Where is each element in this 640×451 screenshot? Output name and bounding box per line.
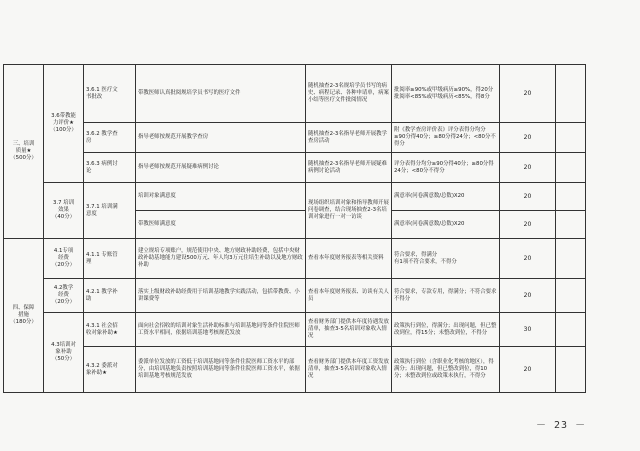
category-training-quality: 三、培训 质量★ （500分） xyxy=(4,65,44,239)
scoring-standard: 附《教学查房评价表》评分表得分均分≥90分得40分；≥80分得24分；<80分不得分 xyxy=(392,123,500,153)
table-row xyxy=(4,65,586,123)
item-content: 指导老师按规范开展教学查房 xyxy=(136,123,306,153)
item-label: 4.3.2 委派对 象补助★ xyxy=(84,347,136,393)
item-content: 委派单位发放的工资低于培训基地同等条件住院医师工资水平的部分，由培训基地负责按照培训基地同等条件住院医师工资水平，依据培训基地考核规范发放 xyxy=(136,347,306,393)
item-content: 培训对象满意度 xyxy=(136,183,306,211)
evaluation-method: 随机抽查2-3名指导老师开展疑难病例讨论活动 xyxy=(306,153,392,183)
item-label: 3.7.1 培训满 意度 xyxy=(84,183,136,239)
score-value: 20 xyxy=(500,65,556,123)
table-row xyxy=(4,279,586,313)
score-value: 20 xyxy=(500,183,556,211)
blank-cell xyxy=(556,153,586,183)
blank-cell xyxy=(556,183,586,211)
score-value: 20 xyxy=(500,239,556,279)
item-content: 带教医师认真批阅规培学员书写的医疗文件 xyxy=(136,65,306,123)
item-content: 落实上级财政补助经费用于培训基地教学实践活动，包括带教费、小讲课费等 xyxy=(136,279,306,313)
item-label: 4.2.1 教学补 助 xyxy=(84,279,136,313)
evaluation-method: 随机抽查2-3名规培学员书写的病史、病程记录、各种申请单，病案小结等医疗文件批阅情况 xyxy=(306,65,392,123)
scoring-standard: 评分表得分均分≥90分得40分；≥80分得24分；<80分不得分 xyxy=(392,153,500,183)
subcategory-training-effect: 3.7 培训 效果 （40分） xyxy=(44,183,84,239)
table-row xyxy=(4,347,586,393)
blank-cell xyxy=(556,65,586,123)
blank-cell xyxy=(556,239,586,279)
page-number: － 23 － xyxy=(536,420,587,431)
item-label: 4.1.1 专账管 理 xyxy=(84,239,136,279)
table-row xyxy=(4,239,586,279)
item-label: 3.6.3 病例讨 论 xyxy=(84,153,136,183)
blank-cell xyxy=(556,313,586,347)
evaluation-method: 查看本年度财务报表等相关资料 xyxy=(306,239,392,279)
scoring-standard: 符合要求，专款专用，得满分；不符合要求不得分 xyxy=(392,279,500,313)
blank-cell xyxy=(556,279,586,313)
scoring-standard: 满意率(问卷满意数/总数)X20 xyxy=(392,183,500,211)
scoring-standard: 政策执行到位，得满分；出现问题，但已整改到位，得15分；未整改到位，不得分 xyxy=(392,313,500,347)
scoring-standard: 符合要求，得满分 有1项不符合要求，不得分 xyxy=(392,239,500,279)
subcategory-special-funds: 4.1专项 经费 （20分） xyxy=(44,239,84,279)
item-label: 4.3.1 社会招 收对象补助★ xyxy=(84,313,136,347)
item-content: 指导老师按规范开展疑难病例讨论 xyxy=(136,153,306,183)
subcategory-teaching-funds: 4.2教学 经费 （20分） xyxy=(44,279,84,313)
category-support-measures: 四、保障 措施 （180分） xyxy=(4,239,44,393)
score-value: 30 xyxy=(500,313,556,347)
item-content: 建立规培专项账户，规范使用中央、地方财政补助经费，包括中央财政补助基地能力建设500万元、年人均3万元住培生补助以及地方财政补助 xyxy=(136,239,306,279)
table-row xyxy=(4,153,586,183)
blank-cell xyxy=(556,211,586,239)
evaluation-method: 现场组织培训对象和指导教师开展问卷调查，结合现场抽查2-3名培训对象进行一对一访谈 xyxy=(306,183,392,239)
blank-cell xyxy=(556,123,586,153)
scoring-standard: 政策执行到位（含职业化考核的地区），得满分；出现问题，但已整改到位，得10分；未整改到位或政策未执行，不得分 xyxy=(392,347,500,393)
table-row xyxy=(4,313,586,347)
item-content: 面向社会招收的培训对象生活补助标准与培训基地同等条件住院医师工资水平相同，依据培训基地考核规范发放 xyxy=(136,313,306,347)
evaluation-method: 查看财务部门提供本年度工资发放清单，抽查3-5名培训对象收入情况 xyxy=(306,347,392,393)
scoring-standard: 满意率(问卷满意数/总数)X20 xyxy=(392,211,500,239)
table-row xyxy=(4,183,586,211)
score-value: 20 xyxy=(500,123,556,153)
evaluation-method: 查看本年度财务报表、访谈有关人员 xyxy=(306,279,392,313)
score-value: 20 xyxy=(500,153,556,183)
evaluation-table xyxy=(3,64,586,393)
subcategory-trainee-subsidy: 4.3培训对 象补助 （50分） xyxy=(44,313,84,393)
evaluation-method: 随机抽查2-3名指导老师开展教学查房活动 xyxy=(306,123,392,153)
score-value: 20 xyxy=(500,347,556,393)
score-value: 20 xyxy=(500,211,556,239)
item-label: 3.6.1 医疗文 书批改 xyxy=(84,65,136,123)
item-label: 3.6.2 教学查 房 xyxy=(84,123,136,153)
subcategory-teaching-ability: 3.6带教能 力评价★ （100分） xyxy=(44,65,84,183)
blank-cell xyxy=(556,347,586,393)
table-row xyxy=(4,123,586,153)
scoring-standard: 批阅率≥90%或甲级病历≥90%，得20分 批阅率<85%或甲级病历<85%，得8分 xyxy=(392,65,500,123)
item-content: 带教医师满意度 xyxy=(136,211,306,239)
evaluation-method: 查看财务部门提供本年度待遇发放清单，抽查3-5名培训对象收入情况 xyxy=(306,313,392,347)
score-value: 20 xyxy=(500,279,556,313)
